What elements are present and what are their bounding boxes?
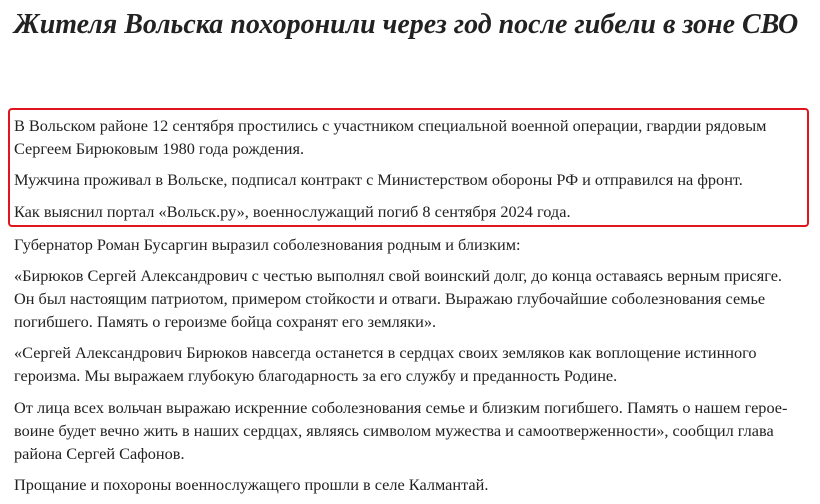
paragraph-governor: Губернатор Роман Бусаргин выразил соболезнования родным и близким: — [14, 235, 521, 254]
paragraph-condolences: От лица всех вольчан выражаю искренние соболезнования семье и близким погибшего. Память о нашем герое-воине будет вечно жить в наших сердцах, являясь символом мужества и самоотверженности», сообщил глава района Сергей Сафонов. — [14, 398, 788, 463]
paragraph-contract: Мужчина проживал в Вольске, подписал контракт с Министерством обороны РФ и отправился на фронт. — [14, 170, 743, 189]
paragraph-funeral: Прощание и похороны военнослужащего прошли в селе Калмантай. — [14, 475, 489, 494]
paragraph-farewell: В Вольском районе 12 сентября простились с участником специальной военной операции, гвардии рядовым Сергеем Бирюковым 1980 года рождения. — [14, 116, 767, 158]
article-title: Жителя Вольска похоронили через год после гибели в зоне СВО — [14, 9, 799, 40]
paragraph-governor-quote: «Бирюков Сергей Александрович с честью выполнял свой воинский долг, до конца оставаясь верным присяге. Он был настоящим патриотом, примером стойкости и отваги. Выражаю глубочайшие соболезнования семье погибшего. Память о героизме бойца сохранят его земляки». — [14, 266, 782, 331]
paragraph-head-quote: «Сергей Александрович Бирюков навсегда останется в сердцах своих земляков как воплощение истинного героизма. Мы выражаем глубокую благодарность за его службу и преданность Родине. — [14, 343, 757, 385]
article-header — [14, 0, 814, 43]
paragraph-death-date: Как выяснил портал «Вольск.ру», военнослужащий погиб 8 сентября 2024 года. — [14, 202, 571, 221]
